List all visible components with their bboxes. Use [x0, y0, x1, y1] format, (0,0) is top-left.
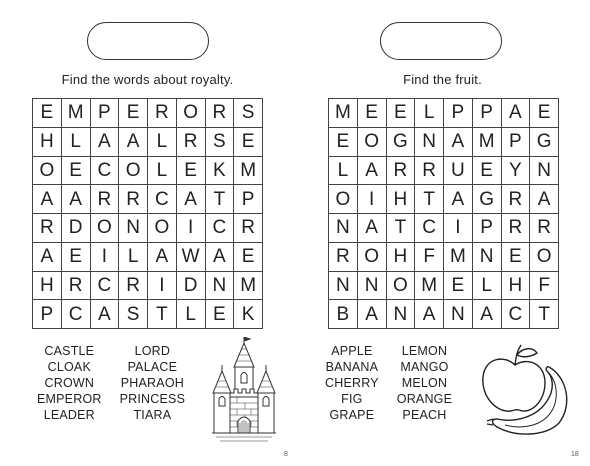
grid-cell[interactable]: A — [473, 300, 502, 329]
grid-cell[interactable]: G — [530, 128, 559, 157]
grid-cell[interactable]: E — [177, 157, 206, 186]
grid-cell[interactable]: M — [234, 157, 263, 186]
grid-cell[interactable]: C — [148, 185, 177, 214]
grid-cell[interactable]: M — [444, 243, 473, 272]
grid-cell[interactable]: R — [415, 157, 444, 186]
grid-cell[interactable]: O — [33, 157, 62, 186]
grid-cell[interactable]: E — [234, 243, 263, 272]
grid-cell[interactable]: E — [387, 99, 416, 128]
grid-cell[interactable]: P — [502, 128, 531, 157]
castle-icon — [210, 337, 278, 450]
grid-cell[interactable]: R — [119, 185, 148, 214]
grid-cell[interactable]: E — [206, 300, 235, 329]
grid-cell[interactable]: H — [387, 243, 416, 272]
word-list-item: EMPEROR — [37, 392, 102, 406]
grid-cell[interactable]: T — [206, 185, 235, 214]
grid-cell[interactable]: M — [234, 272, 263, 301]
grid-cell[interactable]: L — [473, 272, 502, 301]
grid-cell[interactable]: R — [177, 128, 206, 157]
grid-cell[interactable]: E — [502, 243, 531, 272]
grid-cell[interactable]: A — [444, 128, 473, 157]
name-box — [380, 22, 502, 60]
grid-cell[interactable]: N — [119, 214, 148, 243]
instruction: Find the fruit. — [403, 72, 482, 87]
grid-cell[interactable]: A — [148, 243, 177, 272]
grid-cell[interactable]: C — [62, 300, 91, 329]
grid-cell[interactable]: K — [234, 300, 263, 329]
grid-cell[interactable]: L — [62, 128, 91, 157]
grid-cell[interactable]: T — [387, 214, 416, 243]
grid-cell[interactable]: K — [206, 157, 235, 186]
grid-cell[interactable]: A — [33, 243, 62, 272]
grid-cell[interactable]: A — [62, 185, 91, 214]
grid-cell[interactable]: A — [91, 300, 120, 329]
grid-cell[interactable]: T — [530, 300, 559, 329]
word-list-item: PALACE — [127, 360, 178, 374]
word-list-item: PEACH — [402, 408, 447, 422]
grid-cell[interactable]: A — [358, 214, 387, 243]
grid-cell[interactable]: D — [177, 272, 206, 301]
grid-cell[interactable]: I — [148, 272, 177, 301]
grid-cell[interactable]: I — [91, 243, 120, 272]
word-list-item: FIG — [341, 392, 363, 406]
grid-cell[interactable]: O — [387, 272, 416, 301]
grid-cell[interactable]: I — [358, 185, 387, 214]
grid-cell[interactable]: C — [91, 272, 120, 301]
grid-cell[interactable]: L — [415, 99, 444, 128]
grid-cell[interactable]: O — [91, 214, 120, 243]
word-list-item: CLOAK — [47, 360, 91, 374]
grid-cell[interactable]: N — [444, 300, 473, 329]
grid-cell[interactable]: F — [415, 243, 444, 272]
word-list-item: LORD — [134, 344, 171, 358]
grid-cell[interactable]: R — [502, 214, 531, 243]
grid-cell[interactable]: E — [234, 128, 263, 157]
grid-cell[interactable]: N — [473, 243, 502, 272]
grid-cell[interactable]: E — [33, 99, 62, 128]
grid-cell[interactable]: I — [444, 214, 473, 243]
grid-cell[interactable]: C — [415, 214, 444, 243]
grid-cell[interactable]: R — [33, 214, 62, 243]
grid-cell[interactable]: Y — [502, 157, 531, 186]
word-list-item: BANANA — [325, 360, 379, 374]
grid-cell[interactable]: P — [91, 99, 120, 128]
grid-cell[interactable]: R — [148, 99, 177, 128]
grid-cell[interactable]: E — [473, 157, 502, 186]
grid-cell[interactable]: A — [91, 128, 120, 157]
grid-cell[interactable]: G — [473, 185, 502, 214]
grid-cell[interactable]: L — [329, 157, 358, 186]
grid-cell[interactable]: H — [502, 272, 531, 301]
apple-banana-icon — [475, 343, 575, 444]
grid-cell[interactable]: E — [530, 99, 559, 128]
word-list-item: MANGO — [400, 360, 449, 374]
word-list — [37, 343, 185, 423]
grid-cell[interactable]: O — [119, 157, 148, 186]
grid-cell[interactable]: A — [119, 128, 148, 157]
grid-cell[interactable]: E — [444, 272, 473, 301]
grid-cell[interactable]: R — [119, 272, 148, 301]
grid-cell[interactable]: N — [358, 272, 387, 301]
page-number: 18 — [571, 451, 579, 458]
grid-cell[interactable]: M — [62, 99, 91, 128]
word-search-grid — [328, 98, 559, 329]
grid-cell[interactable]: R — [91, 185, 120, 214]
grid-cell[interactable]: M — [415, 272, 444, 301]
grid-cell[interactable]: A — [206, 243, 235, 272]
grid-cell[interactable]: M — [329, 99, 358, 128]
grid-cell[interactable]: T — [415, 185, 444, 214]
grid-cell[interactable]: O — [358, 243, 387, 272]
grid-cell[interactable]: A — [177, 185, 206, 214]
grid-cell[interactable]: P — [33, 300, 62, 329]
grid-cell[interactable]: A — [358, 157, 387, 186]
word-list-item: TIARA — [133, 408, 172, 422]
grid-cell[interactable]: C — [502, 300, 531, 329]
grid-cell[interactable]: B — [329, 300, 358, 329]
word-list-item: CASTLE — [44, 344, 95, 358]
grid-cell[interactable]: F — [530, 272, 559, 301]
grid-cell[interactable]: R — [329, 243, 358, 272]
grid-cell[interactable]: E — [358, 99, 387, 128]
grid-cell[interactable]: A — [502, 99, 531, 128]
grid-cell[interactable]: P — [444, 99, 473, 128]
grid-cell[interactable]: W — [177, 243, 206, 272]
grid-cell[interactable]: S — [234, 99, 263, 128]
grid-cell[interactable]: U — [444, 157, 473, 186]
grid-cell[interactable]: S — [206, 128, 235, 157]
grid-cell[interactable]: T — [148, 300, 177, 329]
grid-cell[interactable]: D — [62, 214, 91, 243]
grid-cell[interactable]: N — [387, 300, 416, 329]
grid-cell[interactable]: R — [62, 272, 91, 301]
word-list-item: CROWN — [44, 376, 95, 390]
grid-cell[interactable]: N — [206, 272, 235, 301]
grid-cell[interactable]: A — [415, 300, 444, 329]
grid-cell[interactable]: O — [148, 214, 177, 243]
grid-cell[interactable]: O — [530, 243, 559, 272]
word-list-item: MELON — [401, 376, 448, 390]
grid-cell[interactable]: O — [358, 128, 387, 157]
word-list-item: PHARAOH — [120, 376, 184, 390]
grid-cell[interactable]: L — [148, 157, 177, 186]
grid-cell[interactable]: E — [62, 243, 91, 272]
grid-cell[interactable]: H — [33, 272, 62, 301]
grid-cell[interactable]: A — [358, 300, 387, 329]
grid-cell[interactable]: E — [329, 128, 358, 157]
grid-cell[interactable]: L — [148, 128, 177, 157]
grid-cell[interactable]: E — [62, 157, 91, 186]
grid-cell[interactable]: N — [530, 157, 559, 186]
grid-cell[interactable]: R — [530, 214, 559, 243]
grid-cell[interactable]: P — [473, 99, 502, 128]
name-box — [87, 22, 209, 60]
grid-cell[interactable]: N — [415, 128, 444, 157]
grid-cell[interactable]: R — [206, 99, 235, 128]
grid-cell[interactable]: A — [530, 185, 559, 214]
word-list — [325, 343, 452, 423]
grid-cell[interactable]: L — [119, 243, 148, 272]
grid-cell[interactable]: S — [119, 300, 148, 329]
grid-cell[interactable]: H — [387, 185, 416, 214]
grid-cell[interactable]: P — [234, 185, 263, 214]
word-list-item: CHERRY — [325, 376, 379, 390]
grid-cell[interactable]: L — [177, 300, 206, 329]
grid-cell[interactable]: O — [177, 99, 206, 128]
grid-cell[interactable]: R — [234, 214, 263, 243]
word-list-item: LEMON — [401, 344, 448, 358]
word-list-item: PRINCESS — [119, 392, 186, 406]
grid-cell[interactable]: E — [119, 99, 148, 128]
right-page — [295, 0, 590, 466]
grid-cell[interactable]: I — [177, 214, 206, 243]
word-list-item: GRAPE — [329, 408, 375, 422]
grid-cell[interactable]: A — [444, 185, 473, 214]
grid-cell[interactable]: R — [387, 157, 416, 186]
page-number: 8 — [284, 451, 288, 458]
word-search-grid — [32, 98, 263, 329]
word-list-item: ORANGE — [396, 392, 453, 406]
instruction: Find the words about royalty. — [61, 72, 234, 87]
grid-cell[interactable]: R — [502, 185, 531, 214]
grid-cell[interactable]: A — [33, 185, 62, 214]
grid-cell[interactable]: G — [387, 128, 416, 157]
grid-cell[interactable]: M — [473, 128, 502, 157]
word-list-item: APPLE — [331, 344, 373, 358]
grid-cell[interactable]: C — [91, 157, 120, 186]
grid-cell[interactable]: H — [33, 128, 62, 157]
grid-cell[interactable]: N — [329, 272, 358, 301]
word-list-item: LEADER — [43, 408, 95, 422]
grid-cell[interactable]: O — [329, 185, 358, 214]
grid-cell[interactable]: N — [329, 214, 358, 243]
grid-cell[interactable]: C — [206, 214, 235, 243]
grid-cell[interactable]: P — [473, 214, 502, 243]
